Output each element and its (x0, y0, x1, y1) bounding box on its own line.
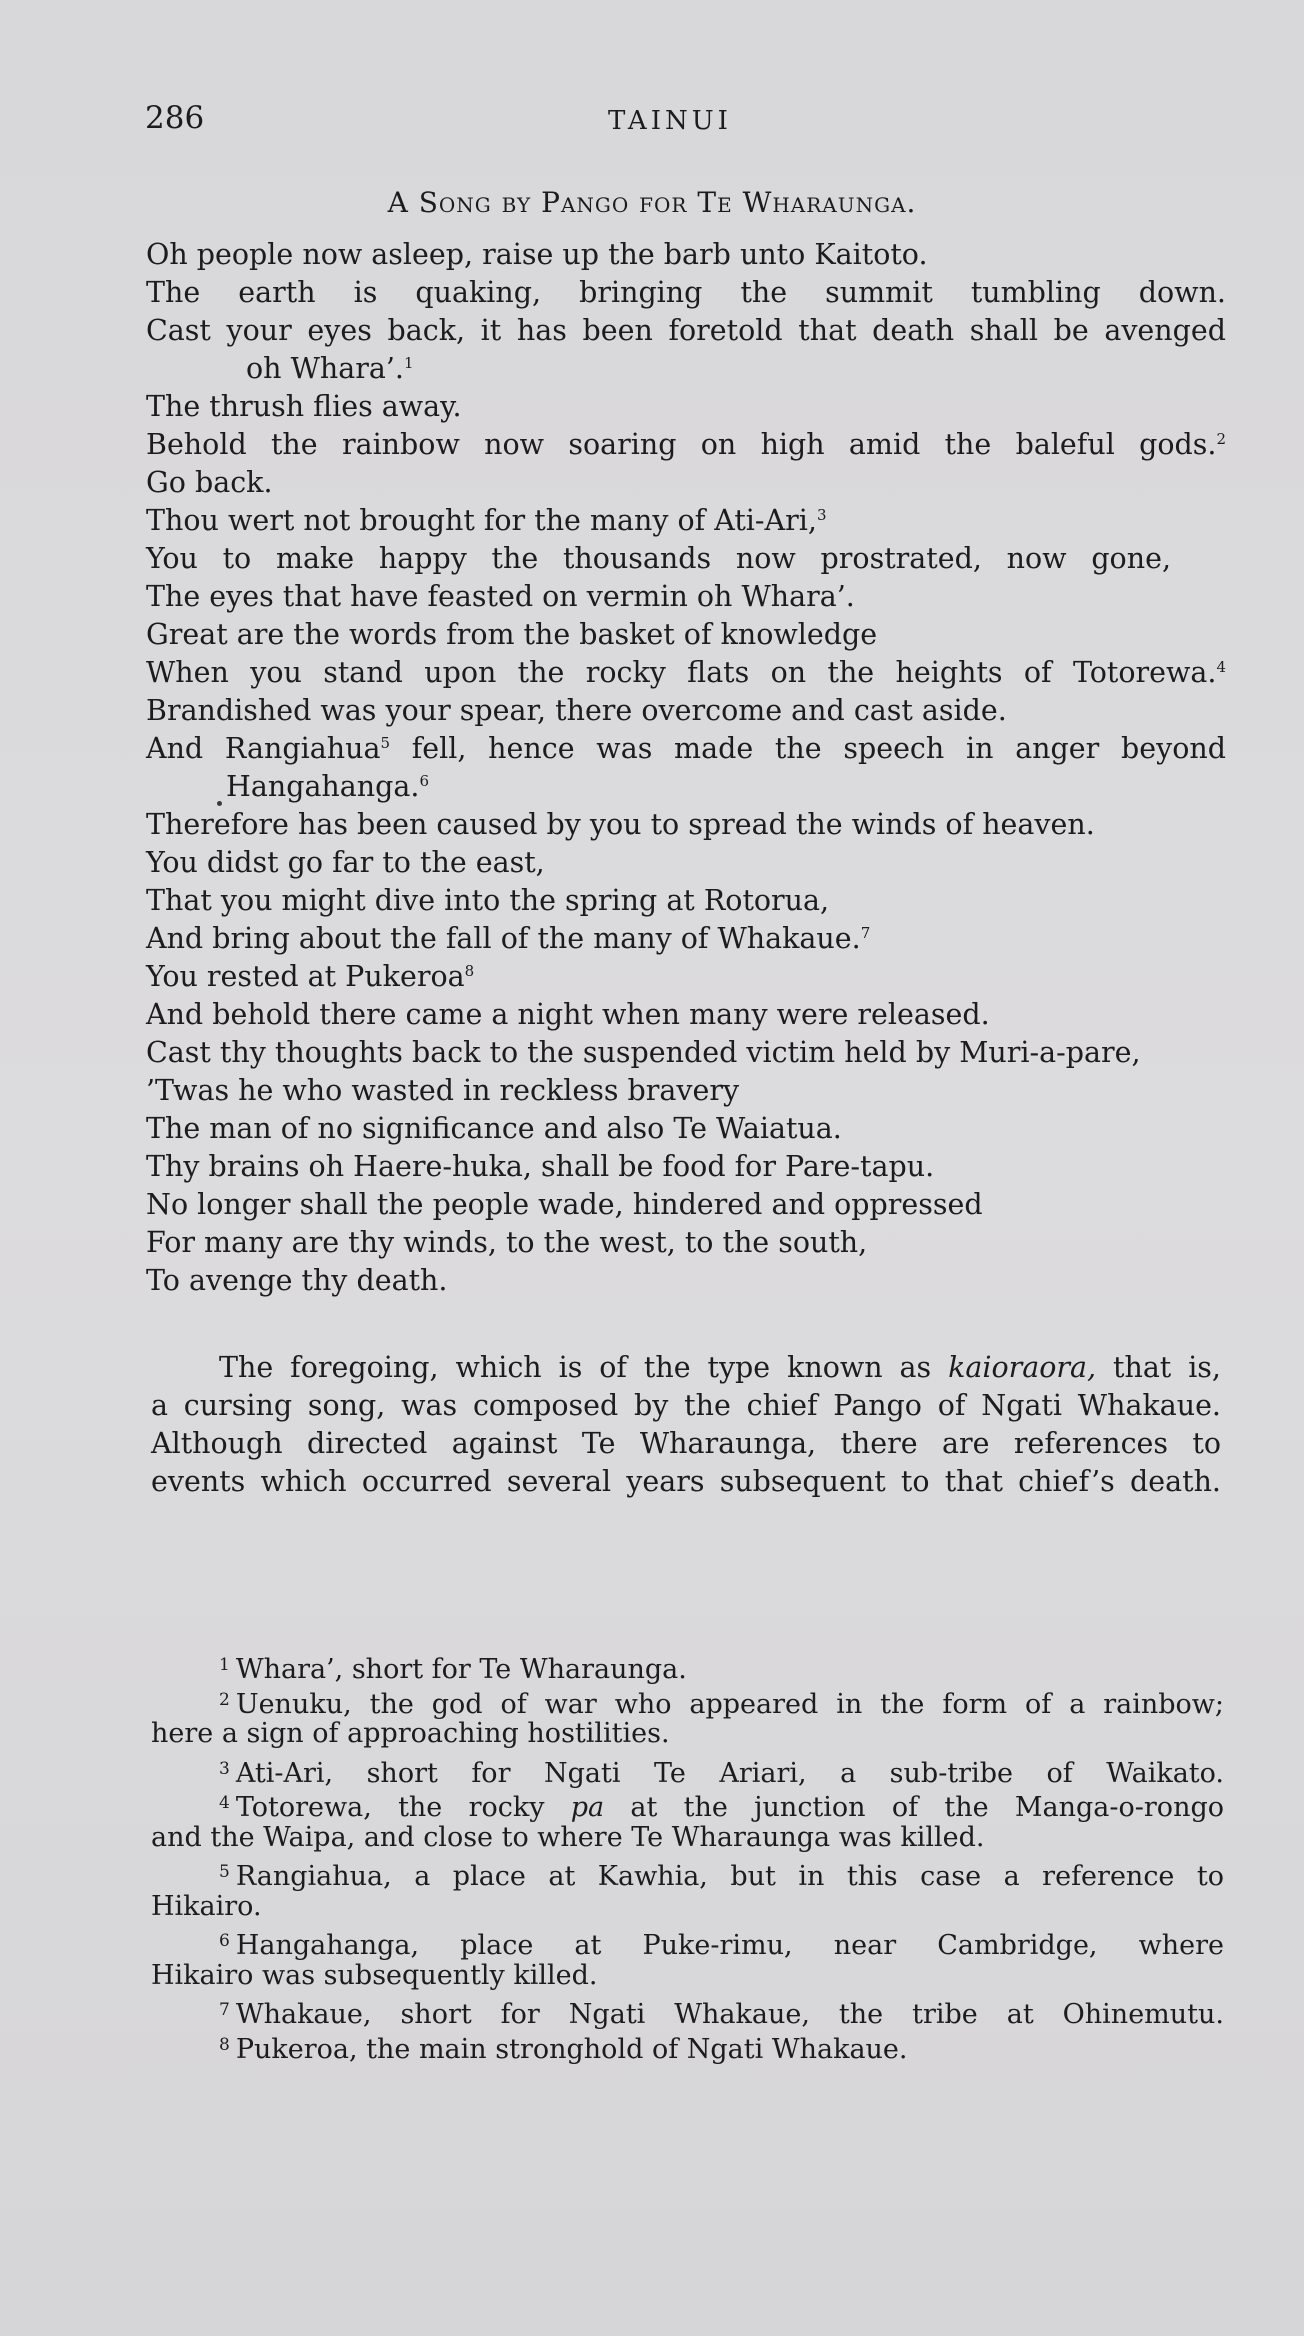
poem-line: Go back. (146, 466, 273, 499)
song-title: A Song by Pango for Te Wharaunga. (387, 186, 917, 219)
footnote-ref: 5 (380, 734, 390, 752)
footnote-6-continued: Hikairo was subsequently killed. (151, 1959, 598, 1991)
poem-line: Oh people now asleep, raise up the barb unto Kaitoto. (146, 238, 928, 271)
page-header (145, 100, 1225, 150)
commentary-paragraph (151, 1349, 1221, 1501)
poem-line: No longer shall the people wade, hindered and oppressed (146, 1188, 983, 1221)
poem-line: And bring about the fall of the many of Whakaue.$^7$ (146, 922, 871, 955)
footnote-ref: 4 (1216, 658, 1226, 676)
footnote-ref: 1 (403, 354, 414, 372)
paragraph-line: The foregoing, which is of the type known as kaioraora, that is, (219, 1351, 1221, 1384)
footnote-ref: 2 (1216, 430, 1226, 448)
poem-line: Brandished was your spear, there overcome and cast aside. (146, 694, 1007, 727)
poem-line: You rested at Pukeroa$^8$ (146, 960, 475, 993)
footnote-ref: 7 (860, 924, 871, 942)
footnote-3: $^3$ Ati-Ari, short for Ngati Te Ariari, a sub-tribe of Waikato. (219, 1757, 1224, 1789)
poem-line: The eyes that have feasted on vermin oh Whara’. (146, 580, 855, 613)
poem-line: Thou wert not brought for the many of Ati-Ari,$^3$ (146, 504, 827, 537)
poem-line: The man of no significance and also Te Waiatua. (146, 1112, 842, 1145)
poem-line: To avenge thy death. (146, 1264, 448, 1297)
footnotes (151, 1648, 1224, 2065)
poem-line: The thrush flies away. (146, 390, 462, 423)
poem-line: For many are thy winds, to the west, to the south, (146, 1226, 868, 1259)
poem-line: When you stand upon the rocky flats on the heights of Totorewa.$^4$ (146, 656, 1226, 689)
print-speck (217, 801, 222, 806)
poem-line: And Rangiahua$^5$ fell, hence was made the speech in anger beyond (146, 732, 1226, 765)
poem-line: You didst go far to the east, (146, 846, 545, 879)
paragraph-line: a cursing song, was composed by the chief Pango of Ngati Whakaue. (151, 1389, 1221, 1422)
footnote-2: $^2$ Uenuku, the god of war who appeared in the form of a rainbow; (219, 1688, 1224, 1720)
footnote-4: $^4$ Totorewa, the rocky pa at the junction of the Manga-o-rongo (219, 1792, 1224, 1823)
poem-line: That you might dive into the spring at Rotorua, (146, 884, 830, 917)
poem-line: Great are the words from the basket of knowledge (146, 618, 878, 651)
paragraph-line: events which occurred several years subsequent to that chief’s death. (151, 1465, 1221, 1498)
footnote-5-continued: Hikairo. (151, 1890, 262, 1922)
poem-line: Hangahanga.$^6$ (226, 770, 429, 803)
poem-line: You to make happy the thousands now prostrated, now gone, (146, 542, 1171, 575)
footnote-ref: 3 (816, 506, 827, 524)
footnote-8: $^8$ Pukeroa, the main stronghold of Ngati Whakaue. (219, 2033, 908, 2065)
poem-line: And behold there came a night when many were released. (146, 998, 990, 1031)
paragraph-line: Although directed against Te Wharaunga, there are references to (151, 1427, 1221, 1460)
footnote-2-continued: here a sign of approaching hostilities. (151, 1718, 670, 1749)
footnote-ref: 6 (419, 772, 429, 790)
poem-line: Thy brains oh Haere-huka, shall be food for Pare-tapu. (146, 1150, 935, 1183)
poem-line: Therefore has been caused by you to spread the winds of heaven. (146, 808, 1095, 841)
poem-line: Cast thy thoughts back to the suspended victim held by Muri-a-pare, (146, 1036, 1141, 1069)
poem-line: Behold the rainbow now soaring on high amid the baleful gods.$^2$ (146, 428, 1226, 461)
footnote-1: $^1$ Whara’, short for Te Wharaunga. (219, 1654, 687, 1685)
poem-line: Cast your eyes back, it has been foretold that death shall be avenged (146, 314, 1226, 347)
footnote-ref: 8 (464, 962, 475, 980)
poem-line: oh Whara’.$^1$ (246, 352, 414, 385)
poem-line: ’Twas he who wasted in reckless bravery (146, 1074, 740, 1107)
poem-line: The earth is quaking, bringing the summit tumbling down. (146, 276, 1226, 309)
footnote-5: $^5$ Rangiahua, a place at Kawhia, but in this case a reference to (219, 1861, 1224, 1892)
footnote-7: $^7$ Whakaue, short for Ngati Whakaue, the tribe at Ohinemutu. (219, 1999, 1224, 2030)
running-head: TAINUI (608, 106, 732, 136)
footnote-6: $^6$ Hangahanga, place at Puke-rimu, near Cambridge, where (219, 1930, 1224, 1961)
page-number: 286 (145, 100, 205, 136)
poem (146, 236, 1226, 1300)
footnote-4-continued: and the Waipa, and close to where Te Wharaunga was killed. (151, 1821, 985, 1853)
